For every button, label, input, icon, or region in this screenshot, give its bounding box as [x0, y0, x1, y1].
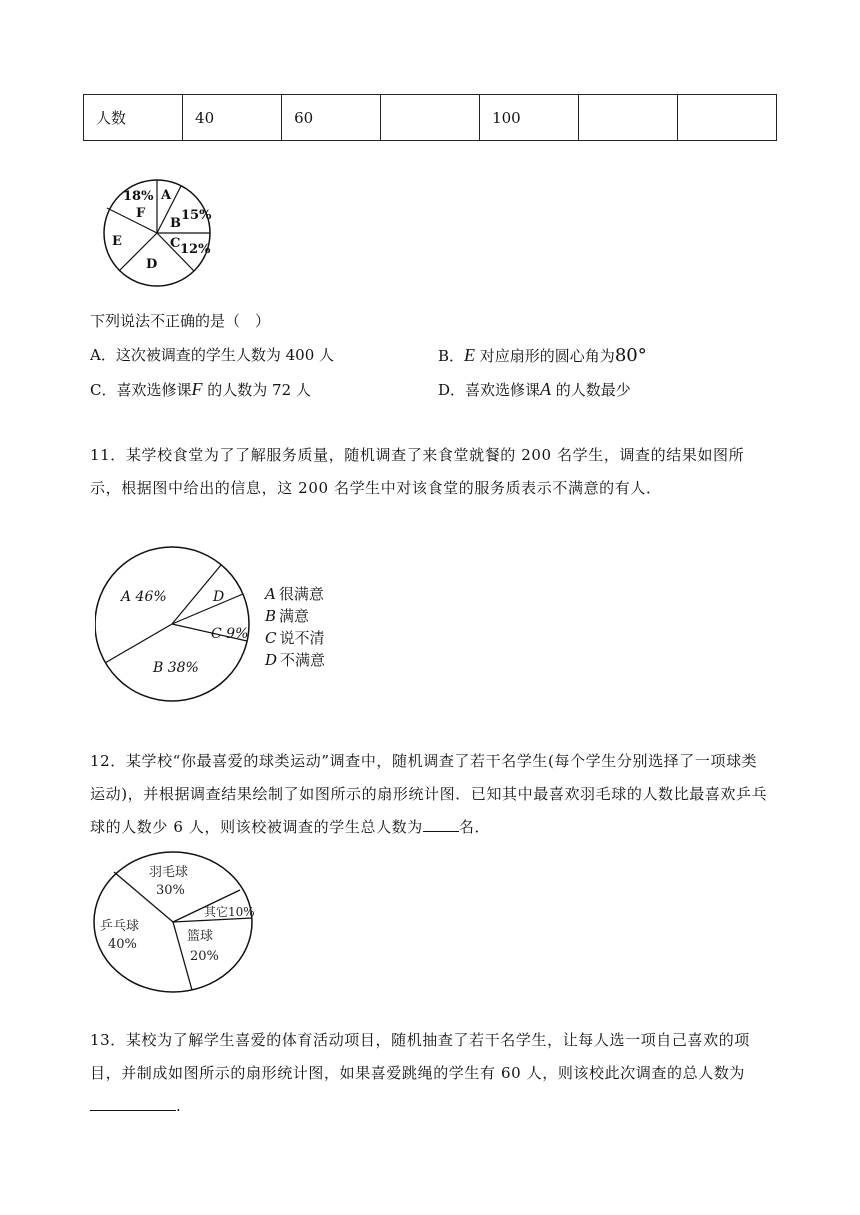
pie-chart-ball-sports: [92, 850, 262, 995]
table-cell: 60: [282, 95, 381, 141]
question-12: [90, 745, 770, 844]
angle-value: 80°: [614, 345, 647, 366]
question-12-end: 名．: [458, 818, 491, 836]
table-cell: [678, 95, 777, 141]
pie-label: B: [170, 216, 181, 231]
pie-label: E: [112, 234, 122, 249]
pie-label: A 46%: [121, 589, 167, 605]
data-table: [83, 94, 777, 141]
variable-e: E: [464, 345, 476, 365]
pie-chart-courses: [95, 175, 225, 290]
option-b: [438, 345, 647, 366]
pie-divider: [107, 208, 157, 233]
pie-label: 乒乓球: [100, 919, 140, 934]
question-11-end: 人．: [630, 479, 662, 497]
question-13-text: 13．某校为了解学生喜爱的体育活动项目，随机抽查了若干名学生，让每人选一项自己喜欢的项目，并制成如图所示的扇形统计图，如果喜爱跳绳的学生有 60 人，则该校此次调查的总人数为: [90, 1031, 750, 1082]
pie-label: 40%: [108, 937, 137, 952]
pie-label: C: [170, 236, 181, 251]
question-12-text: 12．某学校“你最喜爱的球类运动”调查中，随机调查了若干名学生(每个学生分别选择了一项球类运动)，并根据调查结果绘制了如图所示的扇形统计图．已知其中最喜欢羽毛球的人数比最喜欢乒乓球的人数少 6 人，则该校被调查的学生总人数为: [90, 752, 768, 836]
option-c-text: 的人数为 72 人: [202, 381, 311, 399]
pie-label: 30%: [156, 883, 185, 898]
legend-item: C 说不清: [265, 629, 325, 647]
pie-label: 18%: [123, 189, 154, 204]
pie-legend: [263, 585, 325, 669]
pie-label: 12%: [180, 242, 211, 257]
answer-blank[interactable]: [90, 1094, 176, 1111]
table-cell: [579, 95, 678, 141]
question-13: [90, 1024, 770, 1123]
pie-label: F: [136, 206, 146, 221]
table-cell: 人数: [84, 95, 183, 141]
table-row: [84, 95, 777, 141]
question-11: [90, 439, 770, 505]
pie-label: B 38%: [153, 660, 199, 676]
legend-item: A 很满意: [265, 585, 324, 603]
pie-label: D: [213, 589, 225, 605]
pie-label: D: [146, 257, 158, 272]
pie-label: 羽毛球: [149, 865, 189, 880]
option-d-prefix: D．喜欢选修课: [438, 381, 541, 399]
table-cell: [381, 95, 480, 141]
question-11-text: 11．某学校食堂为了了解服务质量，随机调查了来食堂就餐的 200 名学生，调查的结果如图所示，根据图中给出的信息，这 200 名学生中对该食堂的服务质表示不满意的有: [90, 446, 745, 497]
table-cell: 40: [183, 95, 282, 141]
legend-item: B 满意: [265, 607, 310, 625]
pie-divider: [105, 624, 172, 663]
pie-label: 篮球: [187, 929, 214, 944]
option-c: [90, 379, 311, 400]
pie-label: 15%: [181, 208, 212, 223]
option-d-text: 的人数最少: [551, 381, 631, 399]
pie-label: 20%: [190, 949, 219, 964]
question-stem: 下列说法不正确的是（ ）: [90, 312, 271, 330]
option-b-text: 对应扇形的圆心角为: [475, 347, 615, 365]
pie-divider: [172, 594, 243, 624]
option-a: A．这次被调查的学生人数为 400 人: [90, 346, 335, 364]
option-d: [438, 379, 631, 400]
legend-item: D 不满意: [265, 651, 326, 669]
pie-label: A: [161, 188, 172, 203]
option-b-prefix: B．: [438, 347, 465, 365]
pie-label: 其它10%: [204, 905, 255, 919]
question-13-end: .: [176, 1097, 182, 1115]
variable-a: A: [540, 379, 552, 399]
variable-f: F: [191, 379, 203, 399]
option-c-prefix: C．喜欢选修课: [90, 381, 192, 399]
pie-label: C 9%: [211, 626, 249, 642]
pie-chart-satisfaction: [95, 545, 345, 705]
answer-blank[interactable]: [423, 815, 459, 832]
table-cell: 100: [480, 95, 579, 141]
